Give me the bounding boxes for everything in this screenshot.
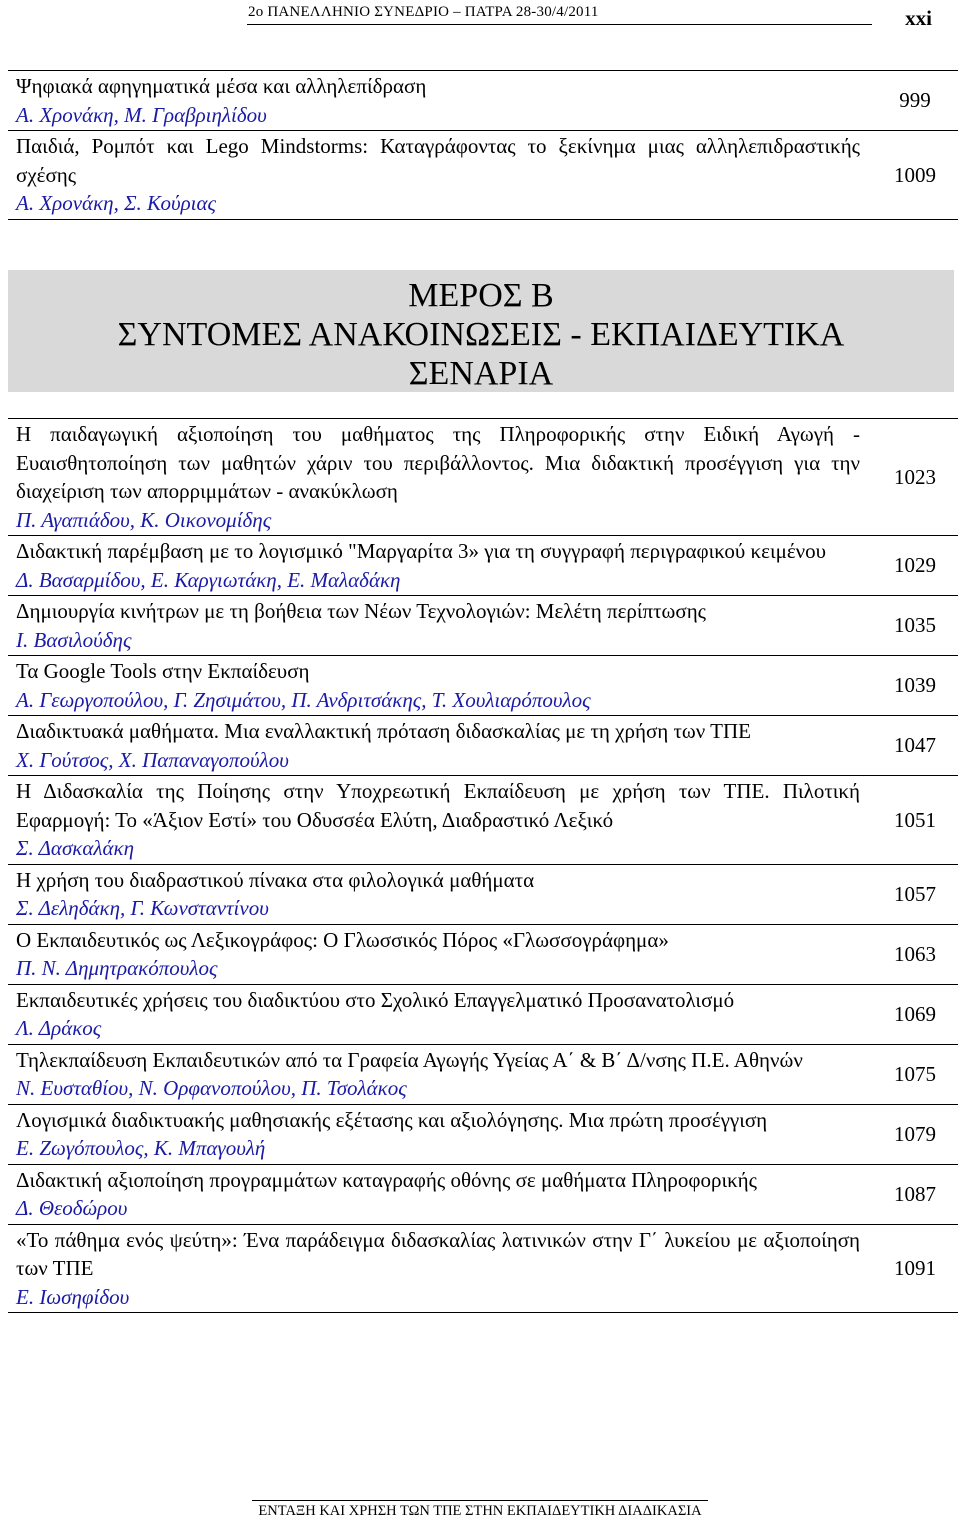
toc-entry-text [8,1105,860,1164]
toc-entry-page: 1087 [894,1181,936,1206]
toc-entry-page: 1091 [894,1256,936,1280]
toc-entry-authors: Δ. Βασαρμίδου, Ε. Καργιωτάκη, Ε. Μαλαδάκη [16,567,401,592]
toc-entry-title: «Το πάθημα ενός ψεύτη»: Ένα παράδειγμα διδασκαλίας λατινικών στην Γ΄ λυκείου με αξιοποίηση των ΤΠΕ [16,1227,860,1280]
toc-entry-authors: Ι. Βασιλούδης [16,627,132,652]
toc-entry[interactable] [8,655,958,715]
part-heading-box [8,270,954,392]
toc-entry[interactable] [8,418,958,535]
toc-entry-text [8,865,860,924]
toc-top-list [8,70,958,220]
toc-entry-text [8,656,860,715]
toc-entry-authors: Χ. Γούτσος, Χ. Παπαναγοπούλου [16,747,289,772]
toc-entry[interactable] [8,1044,958,1104]
header-rule [247,24,872,25]
toc-entry-authors: Π. Ν. Δημητρακόπουλος [16,956,218,980]
toc-entry-text [8,1225,860,1313]
toc-entry-text [8,716,860,775]
toc-entry-page: 1009 [894,162,936,187]
toc-entry-page: 1057 [894,881,936,906]
toc-entry-page: 999 [899,88,931,113]
toc-entry-title: Διδακτική παρέμβαση με το λογισμικό "Μαργαρίτα 3» για τη συγγραφή περιγραφικού κειμένου [16,539,827,563]
toc-entry-authors: Σ. Δασκαλάκη [16,836,135,860]
toc-entry-authors: Α. Χρονάκη, Μ. Γραβριηλίδου [16,102,267,127]
header-page-number: xxi [905,6,932,30]
toc-entry-page: 1047 [894,733,936,758]
toc-entry-page: 1063 [894,941,936,966]
toc-entry-text [8,1165,860,1224]
toc-entry-title: Η χρήση του διαδραστικού πίνακα στα φιλολογικά μαθήματα [16,867,535,892]
toc-entry-text [8,985,860,1044]
running-header-title: 2ο ΠΑΝΕΛΛΗΝΙΟ ΣΥΝΕΔΡΙΟ – ΠΑΤΡΑ 28-30/4/2011 [248,4,599,20]
part-heading-line-3: ΣΕΝΑΡΙΑ [408,355,554,392]
toc-entry-authors: Π. Αγαπιάδου, Κ. Οικονομίδης [16,507,272,532]
toc-entry[interactable] [8,1224,958,1314]
part-heading-line-1: ΜΕΡΟΣ Β [408,277,554,314]
toc-main-list [8,418,958,1313]
toc-entry-title: Δημιουργία κινήτρων με τη βοήθεια των Νέων Τεχνολογιών: Μελέτη περίπτωσης [16,599,706,623]
toc-entry-authors: Α. Γεωργοπούλου, Γ. Ζησιμάτου, Π. Ανδριτσάκης, Τ. Χουλιαρόπουλος [16,687,591,712]
toc-entry[interactable] [8,1164,958,1224]
part-heading-line-2: ΣΥΝΤΟΜΕΣ ΑΝΑΚΟΙΝΩΣΕΙΣ - ΕΚΠΑΙΔΕΥΤΙΚΑ [117,316,845,353]
toc-entry-text [8,131,860,219]
toc-entry[interactable] [8,535,958,595]
toc-entry[interactable] [8,1104,958,1164]
toc-entry-text [8,925,860,984]
toc-entry-text [8,536,860,595]
toc-entry[interactable] [8,864,958,924]
toc-entry[interactable] [8,70,958,130]
toc-entry[interactable] [8,924,958,984]
toc-entry-authors: Ε. Ιωσηφίδου [16,1284,130,1309]
toc-entry[interactable] [8,715,958,775]
toc-entry-title: Τηλεκπαίδευση Εκπαιδευτικών από τα Γραφεία Αγωγής Υγείας Α΄ & Β΄ Δ/νσης Π.Ε. Αθηνών [16,1047,803,1072]
toc-entry-text [8,596,860,655]
toc-entry-authors: Ν. Ευσταθίου, Ν. Ορφανοπούλου, Π. Τσολάκος [16,1076,407,1100]
toc-entry-title: Διαδικτυακά μαθήματα. Μια εναλλακτική πρόταση διδασκαλίας με τη χρήση των ΤΠΕ [16,719,751,743]
toc-entry-page: 1035 [894,613,936,638]
toc-entry-title: Ο Εκπαιδευτικός ως Λεξικογράφος: Ο Γλωσσικός Πόρος «Γλωσσογράφημα» [16,927,669,952]
toc-entry-title: Διδακτική αξιοποίηση προγραμμάτων καταγραφής οθόνης σε μαθήματα Πληροφορικής [16,1167,757,1192]
toc-entry-authors: Σ. Δεληδάκη, Γ. Κωνσταντίνου [16,896,269,920]
toc-entry-title: Παιδιά, Ρομπότ και Lego Mindstorms: Καταγράφοντας το ξεκίνημα μιας αλληλεπιδραστικής σχέσης [16,134,860,187]
toc-entry-authors: Ε. Ζωγόπουλος, Κ. Μπαγουλή [16,1136,266,1160]
toc-entry-title: Λογισμικά διαδικτυακής μαθησιακής εξέτασης και αξιολόγησης. Μια πρώτη προσέγγιση [16,1107,768,1132]
toc-entry-page: 1051 [894,807,936,832]
toc-entry[interactable] [8,984,958,1044]
toc-entry-title: Εκπαιδευτικές χρήσεις του διαδικτύου στο Σχολικό Επαγγελματικό Προσανατολισμό [16,987,735,1012]
toc-entry[interactable] [8,130,958,220]
toc-entry-page: 1069 [894,1001,936,1026]
toc-entry-page: 1039 [894,673,936,698]
toc-entry-authors: Δ. Θεοδώρου [16,1196,128,1220]
toc-entry-title: Η παιδαγωγική αξιοποίηση του μαθήματος της Πληροφορικής στην Ειδική Αγωγή - Ευαισθητοποίηση των μαθητών χάριν του περιβάλλοντος. Μια διδακτική προσέγγιση για την διαχείριση των απορριμμάτων - ανακύκλωση [16,422,860,503]
toc-entry-page: 1075 [894,1061,936,1086]
toc-entry-text [8,776,860,864]
toc-entry-page: 1023 [894,464,936,489]
running-footer [0,1500,960,1520]
toc-entry-title: Η Διδασκαλία της Ποίησης στην Υποχρεωτική Εκπαίδευση με χρήση των ΤΠΕ. Πιλοτική Εφαρμογή: Το «Άξιον Εστί» του Οδυσσέα Ελύτη, Διαδραστικό Λεξικό [16,779,860,832]
footer-text: ΕΝΤΑΞΗ ΚΑΙ ΧΡΗΣΗ ΤΩΝ ΤΠΕ ΣΤΗΝ ΕΚΠΑΙΔΕΥΤΙΚΗ ΔΙΑΔΙΚΑΣΙΑ [252,1500,707,1520]
toc-entry[interactable] [8,595,958,655]
toc-entry-title: Ψηφιακά αφηγηματικά μέσα και αλληλεπίδραση [16,74,427,98]
toc-entry-text [8,1045,860,1104]
toc-entry-text [8,419,860,535]
toc-entry[interactable] [8,775,958,864]
toc-entry-title: Τα Google Tools στην Εκπαίδευση [16,659,310,683]
toc-entry-text [8,71,860,130]
toc-entry-authors: Α. Χρονάκη, Σ. Κούριας [16,191,217,215]
toc-entry-page: 1079 [894,1121,936,1146]
toc-entry-authors: Λ. Δράκος [16,1016,102,1040]
toc-entry-page: 1029 [894,553,936,578]
